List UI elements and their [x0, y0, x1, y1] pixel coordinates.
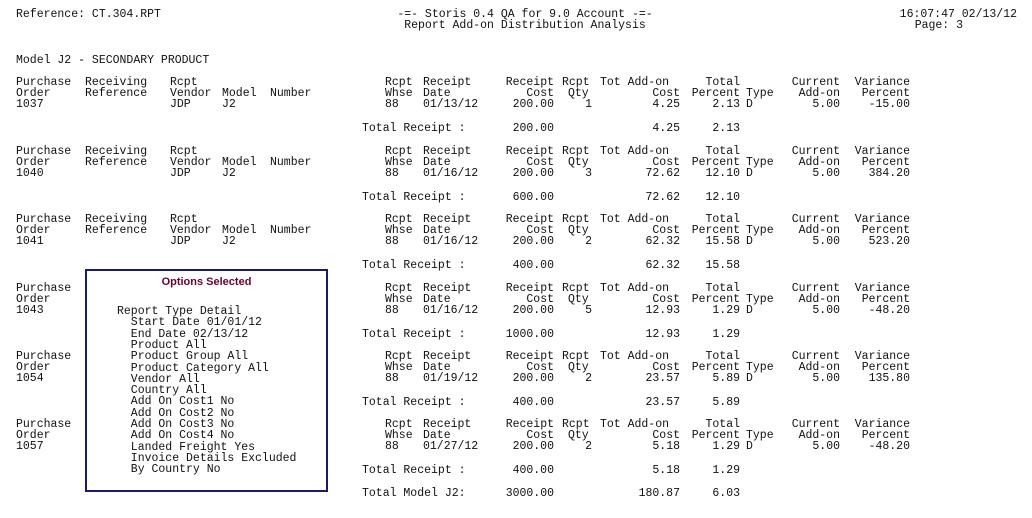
option-line: Product Category All	[117, 361, 269, 375]
cell-current-addon: 5.00	[812, 167, 840, 180]
col-header-rcpt-qty: Rcpt	[562, 213, 590, 226]
page-number: Page: 3	[914, 19, 963, 32]
option-line: Report Type Detail	[117, 305, 242, 318]
col-header-addon: Add-on	[798, 293, 840, 306]
col-header-cost: Cost	[526, 87, 554, 100]
col-header-current: Current	[791, 282, 840, 295]
col-header-date: Date	[423, 87, 451, 100]
col-header-purchase: Purchase	[16, 350, 72, 363]
col-header-whse: Whse	[385, 293, 413, 306]
col-header-rcpt-qty: Rcpt	[562, 418, 590, 431]
cell-type: D	[746, 235, 753, 248]
col-header-variance-percent: Percent	[861, 156, 910, 169]
col-header-variance-percent: Percent	[861, 87, 910, 100]
col-header-variance: Variance	[854, 418, 910, 431]
col-header-rcpt-whse: Rcpt	[385, 213, 413, 226]
cell-variance: -15.00	[868, 98, 910, 111]
col-header-receipt-cost: Receipt	[505, 145, 554, 158]
col-header-cost: Cost	[526, 156, 554, 169]
col-header-type: Type	[746, 87, 774, 100]
col-header-variance: Variance	[854, 145, 910, 158]
total-receipt-addon: 12.93	[645, 328, 680, 341]
col-header-rcpt-qty: Rcpt	[562, 76, 590, 89]
cell-order: 1043	[16, 304, 44, 317]
col-header-addon: Add-on	[798, 361, 840, 374]
col-header-total: Total	[705, 76, 740, 89]
col-header-order: Order	[16, 429, 51, 442]
col-header-receipt-date: Receipt	[423, 282, 472, 295]
col-header-percent: Percent	[691, 293, 740, 306]
cell-date: 01/16/12	[423, 167, 479, 180]
total-receipt-cost: 400.00	[512, 259, 554, 272]
cell-date: 01/27/12	[423, 440, 479, 453]
report-reference: Reference: CT.304.RPT	[16, 8, 161, 21]
cell-date: 01/16/12	[423, 304, 479, 317]
total-receipt-cost: 400.00	[512, 464, 554, 477]
col-header-receipt-cost: Receipt	[505, 418, 554, 431]
total-receipt-cost: 600.00	[512, 191, 554, 204]
total-receipt-addon: 62.32	[645, 259, 680, 272]
col-header-receipt-cost: Receipt	[505, 76, 554, 89]
col-header-rcpt-whse: Rcpt	[385, 145, 413, 158]
col-header-tot-addon: Tot Add-on	[600, 418, 670, 431]
col-header-receipt-date: Receipt	[423, 350, 472, 363]
col-header-total: Total	[705, 350, 740, 363]
col-header-whse: Whse	[385, 87, 413, 100]
col-header-current: Current	[791, 418, 840, 431]
col-header-addon: Add-on	[798, 156, 840, 169]
col-header-rcpt-whse: Rcpt	[385, 350, 413, 363]
col-header-variance: Variance	[854, 282, 910, 295]
cell-addon-cost: 5.18	[652, 440, 680, 453]
col-header-addon-cost: Cost	[652, 293, 680, 306]
cell-vendor: JDP	[170, 235, 191, 248]
col-header-receipt-date: Receipt	[423, 213, 472, 226]
cell-whse: 88	[385, 440, 399, 453]
cell-current-addon: 5.00	[812, 304, 840, 317]
col-header-variance: Variance	[854, 76, 910, 89]
col-header-percent: Percent	[691, 156, 740, 169]
total-receipt-percent: 2.13	[712, 122, 740, 135]
cell-current-addon: 5.00	[812, 98, 840, 111]
option-line: Landed Freight Yes	[117, 440, 256, 454]
total-receipt-label: Total Receipt :	[362, 122, 466, 135]
col-header-rcpt: Rcpt	[170, 76, 198, 89]
cell-type: D	[746, 304, 753, 317]
col-header-addon: Add-on	[798, 224, 840, 237]
total-receipt-cost: 200.00	[512, 122, 554, 135]
cell-current-addon: 5.00	[812, 440, 840, 453]
col-header-current: Current	[791, 145, 840, 158]
option-line: Add On Cost2 No	[117, 406, 235, 420]
col-header-qty: Qty	[568, 361, 589, 374]
col-header-date: Date	[423, 429, 451, 442]
cell-whse: 88	[385, 304, 399, 317]
total-receipt-addon: 4.25	[652, 122, 680, 135]
option-line: Add On Cost4 No	[117, 429, 235, 443]
col-header-current: Current	[791, 76, 840, 89]
cell-variance: -48.20	[868, 440, 910, 453]
col-header-tot-addon: Tot Add-on	[600, 282, 670, 295]
cell-whse: 88	[385, 167, 399, 180]
col-header-order: Order	[16, 156, 51, 169]
report-title: Report Add-on Distribution Analysis	[404, 19, 646, 32]
option-line: By Country No	[117, 463, 221, 477]
option-line: Add On Cost3 No	[117, 418, 235, 431]
option-line: Add On Cost1 No	[117, 395, 235, 409]
col-header-reference: Reference	[85, 156, 148, 169]
cell-model: J2	[222, 167, 236, 180]
cell-whse: 88	[385, 235, 399, 248]
cell-type: D	[746, 372, 753, 385]
col-header-number: Number	[270, 87, 312, 100]
total-receipt-label: Total Receipt :	[362, 328, 466, 341]
cell-qty: 2	[585, 440, 592, 453]
col-header-qty: Qty	[568, 293, 589, 306]
col-header-purchase: Purchase	[16, 282, 72, 295]
cell-total-percent: 5.89	[712, 372, 740, 385]
col-header-receiving: Receiving	[85, 213, 148, 226]
col-header-current: Current	[791, 213, 840, 226]
cell-cost: 200.00	[512, 372, 554, 385]
cell-current-addon: 5.00	[812, 372, 840, 385]
col-header-date: Date	[423, 156, 451, 169]
col-header-cost: Cost	[526, 224, 554, 237]
col-header-tot-addon: Tot Add-on	[600, 145, 670, 158]
col-header-date: Date	[423, 361, 451, 374]
col-header-order: Order	[16, 224, 51, 237]
col-header-whse: Whse	[385, 429, 413, 442]
cell-date: 01/19/12	[423, 372, 479, 385]
total-receipt-cost: 400.00	[512, 396, 554, 409]
cell-date: 01/16/12	[423, 235, 479, 248]
col-header-date: Date	[423, 293, 451, 306]
col-header-addon: Add-on	[798, 87, 840, 100]
grand-total-label: Total Model J2:	[362, 487, 466, 500]
col-header-variance: Variance	[854, 213, 910, 226]
col-header-receipt-cost: Receipt	[505, 282, 554, 295]
cell-current-addon: 5.00	[812, 235, 840, 248]
total-receipt-percent: 1.29	[712, 464, 740, 477]
col-header-date: Date	[423, 224, 451, 237]
report-datetime: 16:07:47 02/13/12	[899, 8, 1017, 21]
col-header-reference: Reference	[85, 224, 148, 237]
col-header-rcpt: Rcpt	[170, 213, 198, 226]
col-header-model: Model	[222, 87, 257, 100]
col-header-addon-cost: Cost	[652, 156, 680, 169]
col-header-qty: Qty	[568, 87, 589, 100]
col-header-type: Type	[746, 156, 774, 169]
col-header-addon-cost: Cost	[652, 429, 680, 442]
col-header-rcpt-whse: Rcpt	[385, 418, 413, 431]
cell-order: 1041	[16, 235, 44, 248]
col-header-cost: Cost	[526, 293, 554, 306]
col-header-receipt-date: Receipt	[423, 418, 472, 431]
col-header-vendor: Vendor	[170, 156, 212, 169]
options-selected-panel	[85, 269, 328, 492]
col-header-rcpt-whse: Rcpt	[385, 282, 413, 295]
col-header-percent: Percent	[691, 87, 740, 100]
col-header-receiving: Receiving	[85, 76, 148, 89]
col-header-purchase: Purchase	[16, 418, 72, 431]
col-header-total: Total	[705, 213, 740, 226]
cell-total-percent: 15.58	[705, 235, 740, 248]
total-receipt-label: Total Receipt :	[362, 259, 466, 272]
col-header-total: Total	[705, 282, 740, 295]
cell-variance: 523.20	[868, 235, 910, 248]
col-header-purchase: Purchase	[16, 213, 72, 226]
col-header-model: Model	[222, 224, 257, 237]
col-header-receipt-date: Receipt	[423, 76, 472, 89]
cell-total-percent: 1.29	[712, 304, 740, 317]
cell-total-percent: 12.10	[705, 167, 740, 180]
col-header-purchase: Purchase	[16, 76, 72, 89]
col-header-type: Type	[746, 429, 774, 442]
cell-addon-cost: 62.32	[645, 235, 680, 248]
col-header-receipt-date: Receipt	[423, 145, 472, 158]
col-header-cost: Cost	[526, 361, 554, 374]
col-header-percent: Percent	[691, 429, 740, 442]
cell-qty: 1	[585, 98, 592, 111]
col-header-rcpt-qty: Rcpt	[562, 145, 590, 158]
total-receipt-label: Total Receipt :	[362, 464, 466, 477]
option-line: End Date 02/13/12	[117, 327, 249, 341]
cell-cost: 200.00	[512, 167, 554, 180]
col-header-tot-addon: Tot Add-on	[600, 213, 670, 226]
col-header-rcpt-whse: Rcpt	[385, 76, 413, 89]
col-header-vendor: Vendor	[170, 87, 212, 100]
cell-cost: 200.00	[512, 235, 554, 248]
col-header-tot-addon: Tot Add-on	[600, 350, 670, 363]
cell-addon-cost: 23.57	[645, 372, 680, 385]
cell-date: 01/13/12	[423, 98, 479, 111]
cell-qty: 2	[585, 372, 592, 385]
col-header-variance-percent: Percent	[861, 429, 910, 442]
col-header-rcpt: Rcpt	[170, 145, 198, 158]
cell-variance: 384.20	[868, 167, 910, 180]
options-title: Options Selected	[161, 276, 252, 288]
col-header-receiving: Receiving	[85, 145, 148, 158]
total-receipt-cost: 1000.00	[505, 328, 554, 341]
total-receipt-addon: 72.62	[645, 191, 680, 204]
cell-total-percent: 1.29	[712, 440, 740, 453]
col-header-order: Order	[16, 87, 51, 100]
col-header-reference: Reference	[85, 87, 148, 100]
col-header-current: Current	[791, 350, 840, 363]
col-header-vendor: Vendor	[170, 224, 212, 237]
col-header-number: Number	[270, 156, 312, 169]
total-receipt-percent: 1.29	[712, 328, 740, 341]
cell-addon-cost: 72.62	[645, 167, 680, 180]
total-receipt-addon: 5.18	[652, 464, 680, 477]
col-header-variance-percent: Percent	[861, 224, 910, 237]
total-receipt-addon: 23.57	[645, 396, 680, 409]
total-receipt-percent: 12.10	[705, 191, 740, 204]
option-line: Country All	[117, 384, 207, 398]
col-header-order: Order	[16, 293, 51, 306]
col-header-whse: Whse	[385, 156, 413, 169]
col-header-type: Type	[746, 293, 774, 306]
option-line: Start Date 01/01/12	[117, 316, 262, 330]
col-header-addon-cost: Cost	[652, 87, 680, 100]
cell-qty: 5	[585, 304, 592, 317]
option-line: Vendor All	[117, 372, 200, 386]
col-header-qty: Qty	[568, 224, 589, 237]
cell-order: 1037	[16, 98, 44, 111]
col-header-variance-percent: Percent	[861, 293, 910, 306]
col-header-whse: Whse	[385, 224, 413, 237]
col-header-rcpt-qty: Rcpt	[562, 350, 590, 363]
cell-order: 1054	[16, 372, 44, 385]
col-header-order: Order	[16, 361, 51, 374]
cell-cost: 200.00	[512, 98, 554, 111]
col-header-percent: Percent	[691, 224, 740, 237]
cell-cost: 200.00	[512, 304, 554, 317]
col-header-rcpt-qty: Rcpt	[562, 282, 590, 295]
grand-total-addon: 180.87	[638, 487, 680, 500]
cell-model: J2	[222, 235, 236, 248]
grand-total-cost: 3000.00	[505, 487, 554, 500]
col-header-receipt-cost: Receipt	[505, 213, 554, 226]
col-header-whse: Whse	[385, 361, 413, 374]
col-header-addon-cost: Cost	[652, 361, 680, 374]
col-header-model: Model	[222, 156, 257, 169]
cell-variance: 135.80	[868, 372, 910, 385]
col-header-qty: Qty	[568, 429, 589, 442]
app-title: -=- Storis 0.4 QA for 9.0 Account -=-	[397, 8, 653, 21]
cell-qty: 3	[585, 167, 592, 180]
option-line: Product Group All	[117, 350, 249, 364]
total-receipt-label: Total Receipt :	[362, 396, 466, 409]
col-header-percent: Percent	[691, 361, 740, 374]
option-line: Invoice Details Excluded	[117, 451, 297, 465]
cell-variance: -48.20	[868, 304, 910, 317]
cell-cost: 200.00	[512, 440, 554, 453]
total-receipt-percent: 15.58	[705, 259, 740, 272]
cell-addon-cost: 4.25	[652, 98, 680, 111]
cell-vendor: JDP	[170, 98, 191, 111]
col-header-number: Number	[270, 224, 312, 237]
col-header-type: Type	[746, 224, 774, 237]
cell-whse: 88	[385, 372, 399, 385]
cell-whse: 88	[385, 98, 399, 111]
total-receipt-percent: 5.89	[712, 396, 740, 409]
col-header-receipt-cost: Receipt	[505, 350, 554, 363]
col-header-cost: Cost	[526, 429, 554, 442]
cell-type: D	[746, 167, 753, 180]
cell-type: D	[746, 98, 753, 111]
cell-addon-cost: 12.93	[645, 304, 680, 317]
model-title: Model J2 - SECONDARY PRODUCT	[16, 54, 210, 67]
total-receipt-label: Total Receipt :	[362, 191, 466, 204]
cell-order: 1057	[16, 440, 44, 453]
cell-order: 1040	[16, 167, 44, 180]
option-line: Product All	[117, 338, 207, 352]
cell-type: D	[746, 440, 753, 453]
col-header-tot-addon: Tot Add-on	[600, 76, 670, 89]
col-header-type: Type	[746, 361, 774, 374]
grand-total-percent: 6.03	[712, 487, 740, 500]
col-header-addon: Add-on	[798, 429, 840, 442]
cell-vendor: JDP	[170, 167, 191, 180]
cell-model: J2	[222, 98, 236, 111]
col-header-purchase: Purchase	[16, 145, 72, 158]
col-header-addon-cost: Cost	[652, 224, 680, 237]
col-header-qty: Qty	[568, 156, 589, 169]
col-header-total: Total	[705, 145, 740, 158]
col-header-total: Total	[705, 418, 740, 431]
col-header-variance-percent: Percent	[861, 361, 910, 374]
cell-qty: 2	[585, 235, 592, 248]
cell-total-percent: 2.13	[712, 98, 740, 111]
col-header-variance: Variance	[854, 350, 910, 363]
